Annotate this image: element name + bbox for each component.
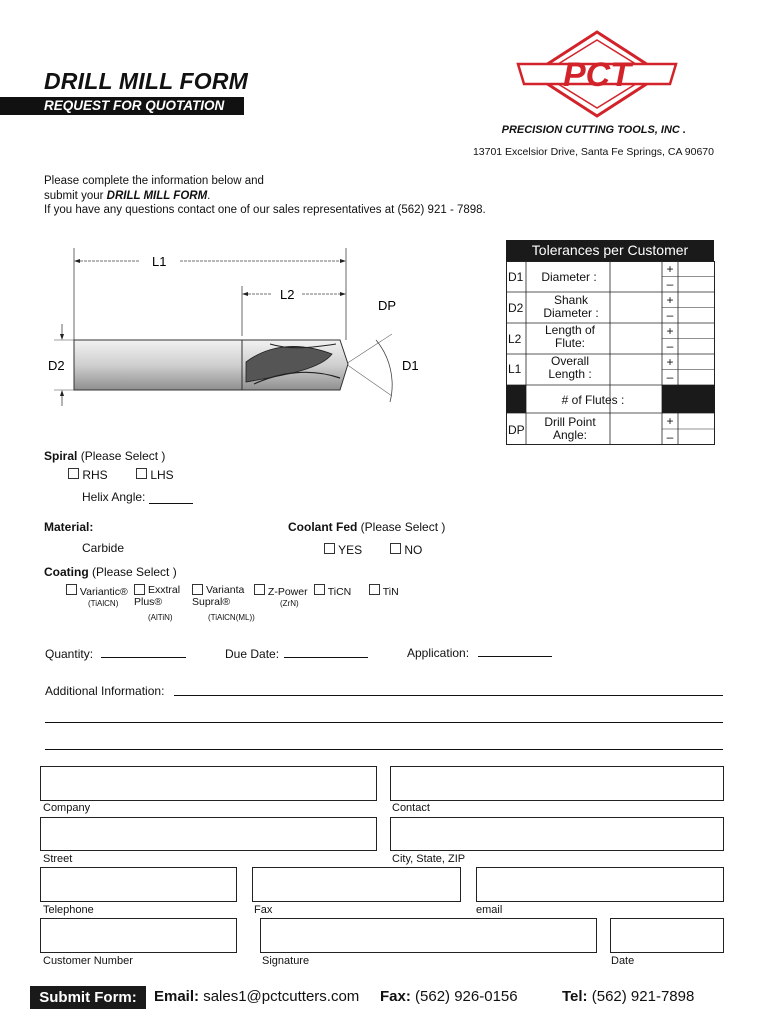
dim-D1: D1 <box>402 358 419 373</box>
contact-field[interactable] <box>390 766 724 801</box>
logo-text: PCT <box>563 56 631 94</box>
customer-number-label: Customer Number <box>43 955 133 967</box>
rhs-checkbox[interactable] <box>68 468 79 479</box>
intro-line-2: submit your DRILL MILL FORM. <box>44 189 211 202</box>
fax-field[interactable] <box>252 867 461 902</box>
tol-value-DP[interactable] <box>611 414 661 444</box>
intro-text <box>44 174 486 218</box>
tol-input-L1-minus[interactable] <box>679 370 714 384</box>
tol-value-L2[interactable] <box>611 324 661 354</box>
coating-title: Coating <box>44 565 89 579</box>
variantic-sub: (TiAlCN) <box>88 599 119 608</box>
coolant-yes-option[interactable] <box>324 543 362 557</box>
additional-info-line-3[interactable] <box>45 748 723 750</box>
pct-logo <box>512 28 682 120</box>
form-title: DRILL MILL FORM <box>44 68 249 94</box>
tol-label-drill-point: Drill Point Angle: <box>544 415 596 442</box>
coolant-no-option[interactable] <box>390 543 422 557</box>
tol-input-D1-plus[interactable] <box>679 262 714 276</box>
lhs-label: LHS <box>150 468 174 482</box>
tol-plus-D2: + <box>666 293 674 307</box>
tol-plus-L2: + <box>666 324 674 338</box>
dim-L2: L2 <box>280 287 295 302</box>
customer-number-field[interactable] <box>40 918 237 953</box>
additional-info-label: Additional Information: <box>45 684 165 698</box>
dim-D2: D2 <box>48 358 65 373</box>
street-label: Street <box>43 853 73 865</box>
company-name: PRECISION CUTTING TOOLS, INC . <box>501 124 686 136</box>
zpower-checkbox[interactable] <box>254 584 265 595</box>
tol-minus-D1: – <box>666 277 674 291</box>
ticn-checkbox[interactable] <box>314 584 325 595</box>
varianta-sub: (TiAlCN(ML)) <box>208 613 255 622</box>
spiral-section <box>44 449 165 463</box>
material-title: Material: <box>44 520 94 534</box>
footer-email-label: Email: <box>154 988 200 1005</box>
tol-plus-L1: + <box>666 355 674 369</box>
company-address: 13701 Excelsior Drive, Santa Fe Springs, CA 90670 <box>472 146 714 158</box>
telephone-field[interactable] <box>40 867 237 902</box>
spiral-rhs-option[interactable] <box>68 468 108 482</box>
coating-zpower[interactable] <box>254 584 308 598</box>
tol-plus-DP: + <box>666 414 674 428</box>
tol-input-DP-minus[interactable] <box>679 430 714 444</box>
telephone-label: Telephone <box>43 904 94 916</box>
footer-email-value[interactable]: sales1@pctcutters.com <box>203 988 360 1005</box>
tol-plus-D1: + <box>666 262 674 276</box>
tol-code-D1: D1 <box>508 270 524 284</box>
signature-field[interactable] <box>260 918 597 953</box>
coating-section <box>44 565 177 579</box>
tol-minus-L2: – <box>666 339 674 353</box>
tol-code-L1: L1 <box>508 362 522 376</box>
tol-code-D2: D2 <box>508 301 524 315</box>
email-field[interactable] <box>476 867 724 902</box>
subtitle: REQUEST FOR QUOTATION <box>44 98 225 113</box>
coolant-hint: (Please Select ) <box>360 520 446 534</box>
tol-code-L2: L2 <box>508 332 522 346</box>
ticn-label: TiCN <box>327 586 352 598</box>
tolerances-header: Tolerances per Customer <box>506 240 714 261</box>
coating-tin[interactable] <box>369 584 399 598</box>
coating-exxtral[interactable] <box>134 584 186 608</box>
submit-form-label: Submit Form: <box>30 986 146 1009</box>
tol-code-DP: DP <box>508 423 525 437</box>
date-label: Date <box>611 955 635 967</box>
exxtral-sub: (AlTiN) <box>148 613 173 622</box>
signature-label: Signature <box>262 955 310 967</box>
intro-line-1: Please complete the information below and <box>44 175 264 187</box>
dim-DP: DP <box>378 298 397 313</box>
tol-input-D2-plus[interactable] <box>679 293 714 307</box>
intro-line-3: If you have any questions contact one of our sales representatives at (562) 921 - 7898. <box>44 204 486 216</box>
footer-tel-label: Tel: <box>562 988 588 1005</box>
application-label: Application: <box>407 646 470 660</box>
footer-tel <box>562 988 694 1005</box>
date-field[interactable] <box>610 918 724 953</box>
contact-label: Contact <box>392 802 430 814</box>
footer-email <box>154 988 359 1005</box>
varianta-label: Varianta Supral® <box>192 584 245 608</box>
spiral-title: Spiral <box>44 449 78 463</box>
varianta-checkbox[interactable] <box>192 584 203 595</box>
coating-variantic[interactable] <box>66 584 128 598</box>
street-field[interactable] <box>40 817 377 851</box>
coating-varianta[interactable] <box>192 584 252 608</box>
tol-label-diameter: Diameter : <box>541 270 597 284</box>
variantic-label: Variantic® <box>79 586 128 598</box>
quantity-label: Quantity: <box>45 647 94 661</box>
exxtral-checkbox[interactable] <box>134 584 145 595</box>
drill-diagram <box>40 244 500 444</box>
yes-label: YES <box>338 543 363 557</box>
spiral-lhs-option[interactable] <box>136 468 174 482</box>
lhs-checkbox[interactable] <box>136 468 147 479</box>
no-label: NO <box>404 543 423 557</box>
tin-checkbox[interactable] <box>369 584 380 595</box>
footer-fax-value: (562) 926-0156 <box>415 988 518 1005</box>
coolant-section <box>288 520 445 534</box>
tol-label-shank: Shank Diameter : <box>543 293 599 320</box>
dim-L1: L1 <box>152 254 167 269</box>
tol-minus-DP: – <box>666 430 674 444</box>
city-field[interactable] <box>390 817 724 851</box>
tol-input-D1-minus[interactable] <box>679 277 714 291</box>
additional-info-line-2[interactable] <box>45 721 723 723</box>
coating-ticn[interactable] <box>314 584 351 598</box>
yes-checkbox[interactable] <box>324 543 335 554</box>
zpower-label: Z-Power <box>267 586 308 598</box>
tol-label-flutes: # of Flutes : <box>561 393 625 407</box>
application-input[interactable] <box>478 655 552 657</box>
rhs-label: RHS <box>82 468 108 482</box>
tol-minus-L1: – <box>666 370 674 384</box>
tol-input-D2-minus[interactable] <box>679 308 714 322</box>
tol-value-D1[interactable] <box>611 262 661 292</box>
company-field[interactable] <box>40 766 377 801</box>
helix-angle-input[interactable] <box>149 502 193 504</box>
tin-label: TiN <box>382 586 399 598</box>
due-date-input[interactable] <box>284 656 368 658</box>
material-value: Carbide <box>82 541 125 555</box>
helix-angle-label: Helix Angle: <box>82 490 146 504</box>
tol-label-overall: Overall Length : <box>548 354 592 381</box>
quantity-input[interactable] <box>101 656 186 658</box>
tol-input-DP-plus[interactable] <box>679 414 714 428</box>
coating-hint: (Please Select ) <box>92 565 177 579</box>
exxtral-label: Exxtral Plus® <box>134 584 181 608</box>
zpower-sub: (ZrN) <box>280 599 299 608</box>
footer-tel-value: (562) 921-7898 <box>591 988 695 1005</box>
email-label: email <box>476 904 503 916</box>
due-date-label: Due Date: <box>225 647 280 661</box>
tol-input-L2-minus[interactable] <box>679 339 714 353</box>
tol-input-L1-plus[interactable] <box>679 355 714 369</box>
variantic-checkbox[interactable] <box>66 584 77 595</box>
subtitle-bar <box>0 97 244 115</box>
tol-label-flute: Length of Flute: <box>544 323 596 350</box>
tol-minus-D2: – <box>666 308 674 322</box>
no-checkbox[interactable] <box>390 543 401 554</box>
tolerances-body <box>506 261 716 446</box>
spiral-hint: (Please Select ) <box>80 449 166 463</box>
fax-label: Fax <box>254 904 273 916</box>
additional-info-line-1[interactable] <box>174 694 723 696</box>
city-label: City, State, ZIP <box>392 853 466 865</box>
tol-value-D2[interactable] <box>611 293 661 323</box>
coolant-title: Coolant Fed <box>288 520 358 534</box>
tol-input-L2-plus[interactable] <box>679 324 714 338</box>
company-label: Company <box>43 802 91 814</box>
footer-fax-label: Fax: <box>380 988 411 1005</box>
tol-value-L1[interactable] <box>611 355 661 385</box>
footer-fax <box>380 988 518 1005</box>
